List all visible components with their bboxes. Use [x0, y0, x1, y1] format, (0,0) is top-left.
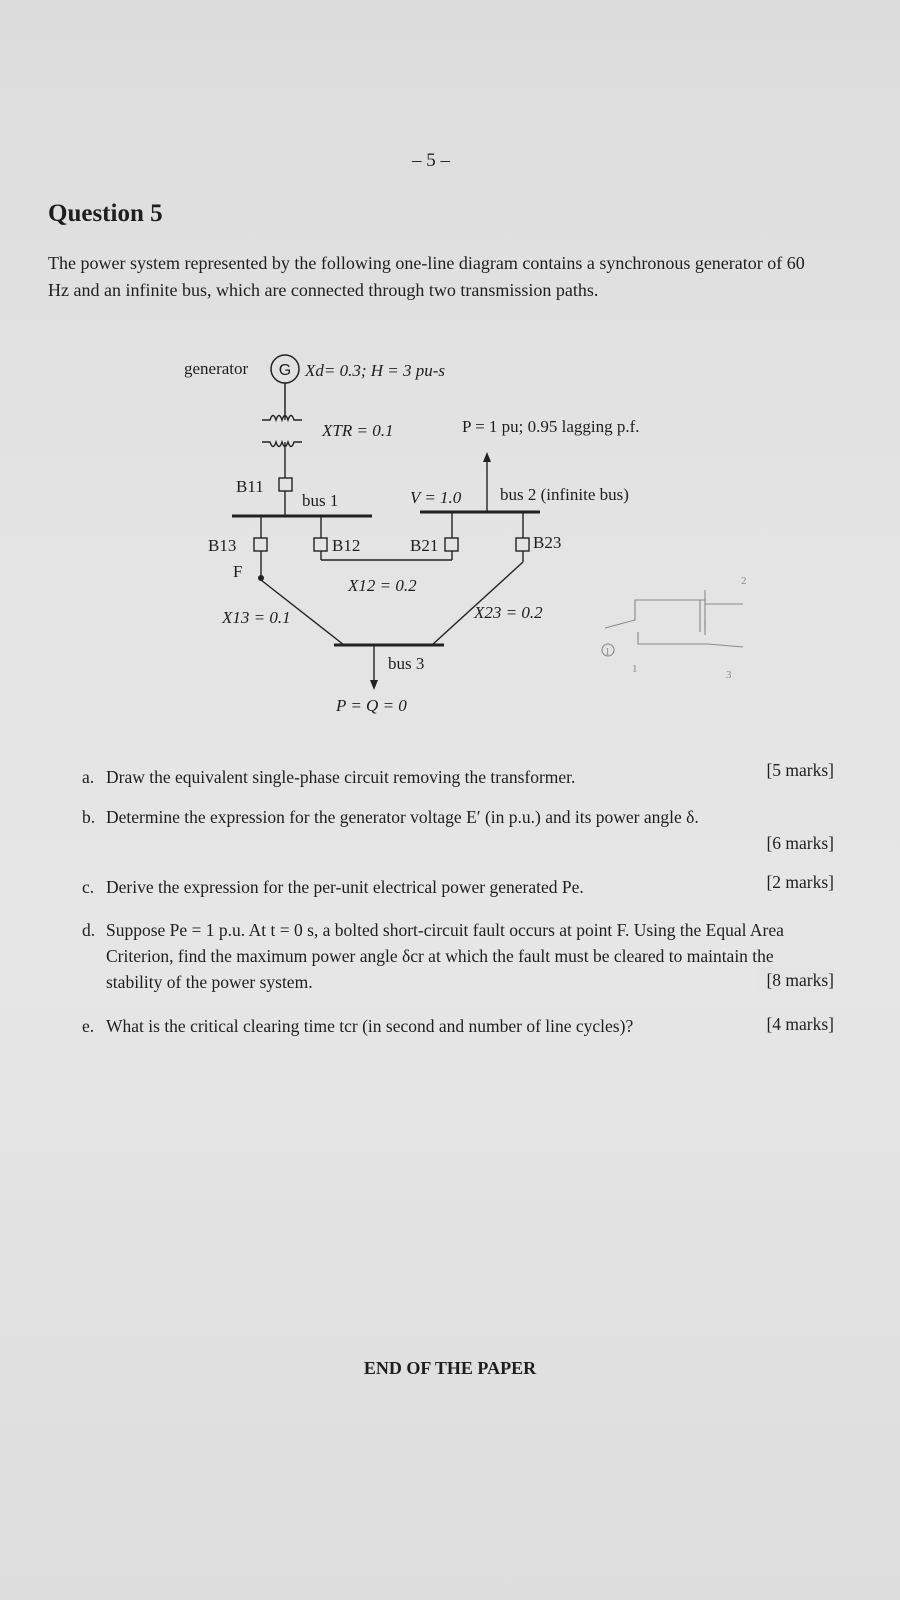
transformer-secondary [262, 442, 302, 447]
load-label: P = 1 pu; 0.95 lagging p.f. [462, 417, 640, 436]
part-c-text: Derive the expression for the per-unit electrical power generated Pe. [106, 877, 584, 897]
part-c-letter: c. [82, 877, 95, 897]
x12-label: X12 = 0.2 [348, 576, 417, 595]
sketch-path-2 [638, 632, 743, 647]
question-intro: The power system represented by the following one-line diagram contains a synchronous generator of 60 Hz and an infinite bus, which are connected through two transmission paths. [48, 253, 805, 300]
part-e [82, 1013, 834, 1039]
generator-letter: G [278, 362, 292, 379]
part-b-text: Determine the expression for the generator voltage E′ (in p.u.) and its power angle δ. [106, 807, 699, 827]
part-a [82, 760, 834, 790]
page-number: – 5 – [412, 150, 450, 171]
pencil-sketch [602, 590, 743, 656]
sketch-n3: 3 [726, 669, 732, 681]
part-d-marks: [8 marks] [758, 967, 834, 993]
breaker-b13 [254, 538, 267, 551]
xtr-label: XTR = 0.1 [322, 421, 394, 440]
b23-label: B23 [533, 533, 562, 552]
part-a-letter: a. [82, 767, 95, 787]
part-c-marks: [2 marks] [766, 872, 834, 892]
part-d-letter: d. [82, 920, 96, 940]
part-a-marks: [5 marks] [766, 760, 834, 780]
sketch-path-1 [605, 600, 705, 628]
one-line-diagram [0, 0, 900, 760]
f-label: F [233, 562, 243, 581]
question-title: Question 5 [48, 200, 163, 227]
part-e-marks: [4 marks] [766, 1014, 834, 1034]
transformer-primary [262, 416, 302, 421]
part-b-marks: [6 marks] [766, 833, 834, 853]
v-label: V = 1.0 [410, 488, 462, 507]
generator-label: generator [184, 359, 249, 378]
part-c [82, 874, 834, 900]
bus1-label: bus 1 [302, 491, 339, 510]
load-arrow-head [483, 452, 491, 462]
generator-params: Xd= 0.3; H = 3 pu-s [305, 361, 446, 380]
sketch-n2: 2 [741, 575, 747, 587]
b12-label: B12 [332, 536, 361, 555]
bus2-label: bus 2 (infinite bus) [500, 485, 629, 504]
part-e-letter: e. [82, 1016, 95, 1036]
breaker-b23 [516, 538, 529, 551]
sketch-n1-circle: 1 [605, 647, 610, 658]
breaker-b21 [445, 538, 458, 551]
bus3-label: bus 3 [388, 654, 425, 673]
sketch-path-4 [705, 604, 743, 630]
part-d [82, 917, 834, 995]
pq-label: P = Q = 0 [336, 696, 407, 715]
end-of-paper: END OF THE PAPER [363, 1358, 537, 1378]
sketch-n1: 1 [632, 663, 638, 675]
x23-label: X23 = 0.2 [474, 603, 543, 622]
b21-label: B21 [410, 536, 439, 555]
part-a-text: Draw the equivalent single-phase circuit removing the transformer. [106, 767, 576, 787]
breaker-b11 [279, 478, 292, 491]
part-e-text: What is the critical clearing time tcr (in second and number of line cycles)? [106, 1016, 634, 1036]
part-d-text: Suppose Pe = 1 p.u. At t = 0 s, a bolted short-circuit fault occurs at point F. Using the Equal Area Criterion, find the maximum power angle δcr at which the fault must be cleared to maintain the stability of the power system. [106, 920, 784, 992]
part-b-letter: b. [82, 807, 96, 827]
x13-label: X13 = 0.1 [222, 608, 291, 627]
part-b [82, 804, 834, 853]
bus3-arrow-head [370, 680, 378, 690]
sketch-path-3 [700, 590, 705, 635]
b13-label: B13 [208, 536, 237, 555]
breaker-b12 [314, 538, 327, 551]
b11-label: B11 [236, 477, 264, 496]
